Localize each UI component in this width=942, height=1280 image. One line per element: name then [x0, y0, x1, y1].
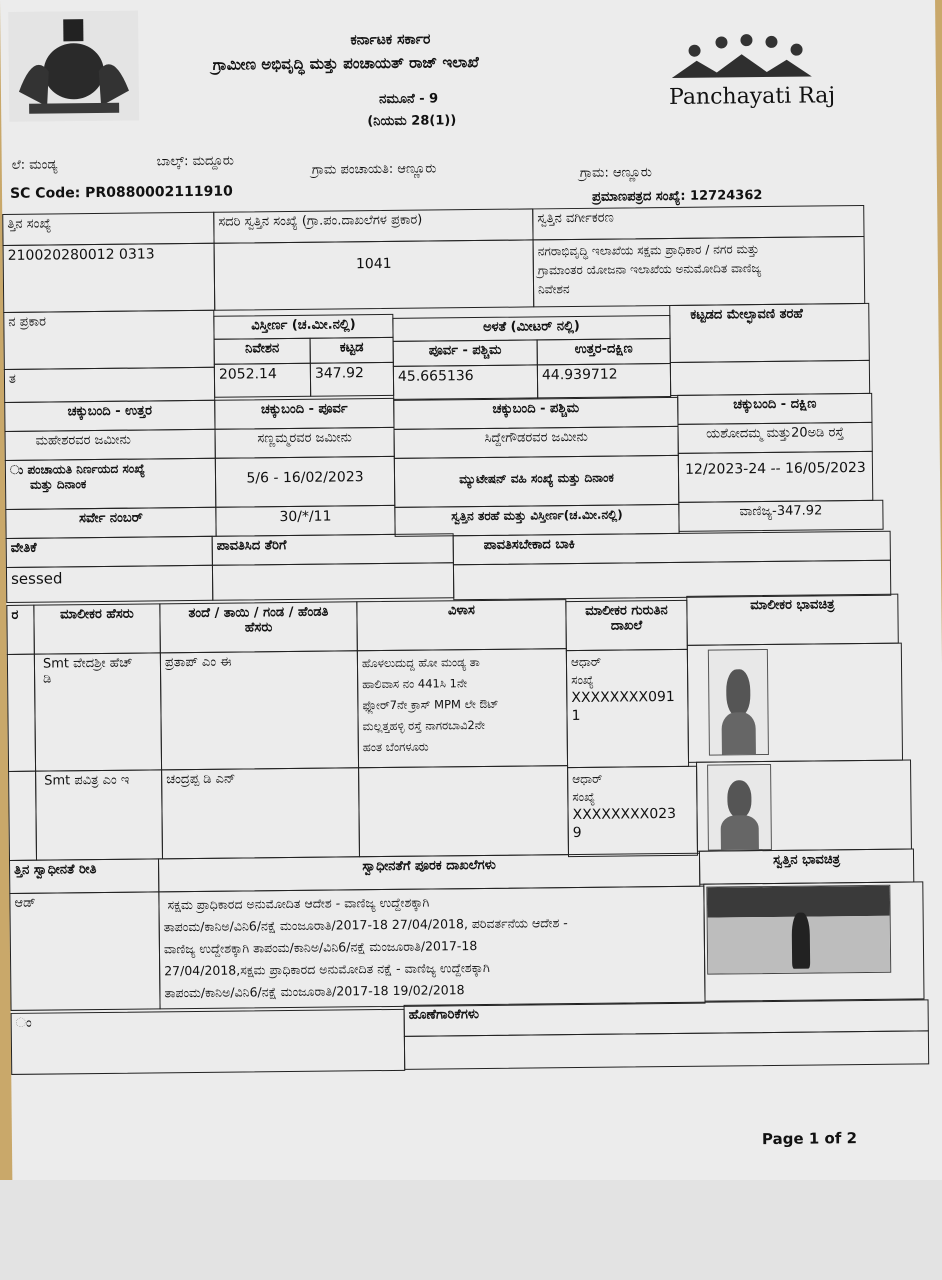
address-line: ಹಂತ ಬೆಂಗಳೂರು [362, 739, 429, 755]
owner-1-id [566, 649, 689, 768]
property-photo-cell [703, 881, 924, 1001]
liabilities-left: ಂ [11, 1009, 406, 1075]
property-type-area-value: ವಾಣಿಜ್ಯ-347.92 [678, 500, 883, 532]
owner-number-header: ರ [6, 605, 35, 655]
resolution-value: 5/6 - 16/02/2023 [215, 456, 396, 508]
possession-doc-line: ಸಕ್ಷಮ ಪ್ರಾಧಿಕಾರದ ಅನುಮೋದಿತ ಆದೇಶ - ವಾಣಿಜ್ಯ ಉದ್ದೇಶಕ್ಕಾಗಿ [167, 894, 430, 913]
resolution-label-line: ಮತ್ತು ದಿನಾಂಕ [30, 477, 87, 492]
mutation-label: ಮ್ಯುಟೇಷನ್ ವಹಿ ಸಂಖ್ಯೆ ಮತ್ತು ದಿನಾಂಕ [394, 455, 680, 508]
site-area-value: 2052.14 [214, 363, 311, 398]
owner-id-header [565, 600, 688, 651]
sc-code: SC Code: PR0880002111910 [9, 183, 233, 202]
taluk: ಬಾಲ್ಕ್: ಮದ್ದೂರು [156, 153, 234, 170]
area-header: ವಿಸ್ತೀರ್ಣ (ಚ.ಮೀ.ನಲ್ಲಿ) [213, 314, 393, 340]
id-line: ಸಂಖ್ಯೆ [572, 789, 596, 805]
classification-header: ಸ್ವತ್ತಿನ ವರ್ಗೀಕರಣ [532, 205, 864, 240]
owner-parent-header-line: ತಂದೆ / ತಾಯಿ / ಗಂಡ / ಹೆಂಡತಿ [188, 604, 329, 622]
property-type-header: ನ ಪ್ರಕಾರ [3, 310, 215, 370]
tax-paid-value [212, 562, 454, 601]
owner-1-name [34, 652, 162, 771]
owner-photo-header: ಮಾಲೀಕರ ಭಾವಚಿತ್ರ [686, 594, 899, 646]
owner-parent-header [159, 601, 358, 653]
owner-parent-header-line: ಹೆಸರು [244, 620, 273, 636]
dept-title: ಗ್ರಾಮೀಣ ಅಭಿವೃದ್ಧಿ ಮತ್ತು ಪಂಚಾಯತ್ ರಾಜ್ ಇಲಾಖೆ [212, 52, 479, 74]
karnataka-emblem [8, 11, 139, 122]
owner-1-name-line: ಡಿ [43, 671, 52, 687]
id-line: XXXXXXXX091 [571, 688, 675, 707]
gram-panchayat: ಗ್ರಾಮ ಪಂಚಾಯತಿ: ಆಣ್ಣೂರು [311, 161, 437, 178]
address-line: ಫ್ಲೋರ್7ನೇ ಕ್ರಾಸ್ MPM ಲೇ ಔಟ್ [362, 696, 499, 713]
liabilities-value [404, 1030, 929, 1069]
boundary-east-header: ಚಕ್ಕುಬಂದಿ - ಪೂರ್ವ [214, 398, 394, 430]
tax-assessed-value: sessed [6, 565, 213, 603]
property-number-value: 210020280012 0313 [3, 243, 216, 313]
owner-name-header: ಮಾಲೀಕರ ಹೆಸರು [33, 603, 161, 654]
district: ಲೆ: ಮಂಡ್ಯ [11, 157, 58, 173]
resolution-label-line: ು ಪಂಚಾಯತಿ ನಿರ್ಣಯದ ಸಂಖ್ಯೆ [9, 461, 146, 477]
id-line: ಆಧಾರ್ [570, 654, 602, 670]
address-line: ಹೊಳಲುದುದ್ದ ಹೋ ಮಂಡ್ಯ ತಾ [361, 655, 480, 671]
owner-2-name: Smt ಪವಿತ್ರ ಎಂ ಇ [35, 769, 163, 860]
tax-due-header: ಪಾವತಿಸಬೇಕಾದ ಬಾಕಿ [453, 531, 891, 566]
possession-docs [158, 886, 705, 1010]
boundary-east-value: ಸಣ್ಣಮ್ಮರವರ ಜಮೀನು [215, 427, 395, 459]
mutation-value: 12/2023-24 -- 16/05/2023 [678, 451, 874, 503]
owner-1-photo-cell [687, 643, 903, 763]
possession-doc-line: ತಾಪಂಮ/ಕಾನಿಅ/ವಿನಿ6/ನಕ್ಷೆ ಮಂಜೂರಾತಿ/2017-18 19/02/2018 [164, 982, 465, 1001]
north-south-header: ಉತ್ತರ-ದಕ್ಷಿಣ [537, 338, 671, 365]
possession-doc-line: ವಾಣಿಜ್ಯ ಉದ್ದೇಶಕ್ಕಾಗಿ ತಾಪಂಮ/ಕಾನಿಅ/ವಿನಿ6/ನಕ್ಷೆ ಮಂಜೂರಾತಿ/2017-18 [163, 938, 478, 957]
owner-2-parent: ಚಂದ್ರಪ್ಪ ಡಿ ಎನ್ [161, 767, 360, 859]
possession-docs-header: ಸ್ವಾಧೀನತೆಗೆ ಪೂರಕ ದಾಖಲೆಗಳು [158, 853, 700, 893]
roof-type-value [670, 360, 870, 396]
boundary-south-value: ಯಶೋದಮ್ಮ ಮತ್ತು20ಅಡಿ ರಸ್ತೆ [677, 422, 872, 454]
resolution-label [5, 458, 217, 510]
north-south-value: 44.939712 [537, 363, 671, 398]
boundary-north-value: ಮಹೇಶರವರ ಜಮೀನು [5, 429, 216, 461]
address-line: ಹಾಲಿವಾಸ ನಂ 441ಸಿ 1ನೇ [362, 676, 468, 692]
classification-value [533, 236, 866, 307]
boundary-north-header: ಚಕ್ಕುಬಂದಿ - ಉತ್ತರ [4, 400, 215, 432]
logo-text: Panchayati Raj [668, 83, 836, 110]
id-line: 9 [572, 824, 582, 842]
building-area-value: 347.92 [310, 362, 394, 397]
possession-type-value: ಆಡ್ [9, 891, 160, 1011]
survey-value: 30/*/11 [215, 505, 395, 537]
site-header: ನಿವೇಶನ [214, 338, 311, 365]
id-line: ಆಧಾರ್ [572, 771, 603, 787]
classification-line: ಗ್ರಾಮಾಂತರ ಯೋಜನಾ ಇಲಾಖೆಯ ಅನುಮೋದಿತ ವಾಣಿಜ್ಯ [537, 261, 762, 278]
village: ಗ್ರಾಮ: ಆಣ್ಣೂರು [579, 165, 652, 181]
govt-title: ಕರ್ನಾಟಕ ಸರ್ಕಾರ [350, 31, 431, 49]
address-line: ಮಲ್ಲತ್ತಹಳ್ಳಿ ರಸ್ತೆ ನಾಗರಬಾವಿ2ನೇ [362, 717, 486, 734]
rule-number: (ನಿಯಮ 28(1)) [367, 113, 457, 130]
id-line: 1 [571, 707, 581, 725]
id-line: XXXXXXXX023 [572, 805, 677, 824]
possession-label: ತ್ತಿನ ಸ್ವಾಧೀನತೆ ರೀತಿ [9, 858, 159, 894]
owner-id-header-line: ಮಾಲೀಕರ ಗುರುತಿನ [585, 603, 668, 619]
property-photo-header: ಸ್ವತ್ತಿನ ಭಾವಚಿತ್ರ [699, 848, 914, 884]
roof-type-header: ಕಟ್ಟಡದ ಮೇಲ್ಛಾವಣಿ ತರಹೆ [669, 303, 870, 363]
possession-doc-line: 27/04/2018,ಸಕ್ಷಮ ಪ್ರಾಧಿಕಾರದ ಅನುಮೋದಿತ ನಕ್ಷೆ - ವಾಣಿಜ್ಯ ಉದ್ದೇಶಕ್ಕಾಗಿ [164, 959, 490, 979]
panchayati-raj-logo-icon [666, 31, 817, 83]
property-type-value: ತ [4, 367, 215, 403]
owner-2-photo [707, 764, 772, 851]
east-west-value: 45.665136 [393, 364, 538, 400]
property-gp-number-header: ಸದರಿ ಸ್ವತ್ತಿನ ಸಂಖ್ಯೆ (ಗ್ರಾ.ಪಂ.ದಾಖಲೆಗಳ ಪ್ರಕಾರ) [213, 208, 533, 243]
property-type-area-label: ಸ್ವತ್ತಿನ ತರಹೆ ಮತ್ತು ವಿಸ್ತೀರ್ಣ(ಚ.ಮೀ.ನಲ್ಲಿ) [394, 504, 679, 537]
form-number: ನಮೂನೆ - 9 [378, 91, 439, 108]
survey-label: ಸರ್ವೇ ನಂಬರ್ [5, 507, 216, 539]
owner-address-header: ವಿಳಾಸ [356, 599, 567, 651]
classification-line: ನಿವೇಶನ [537, 282, 570, 297]
boundary-west-header: ಚಕ್ಕುಬಂದಿ - ಪಶ್ಚಿಮ [393, 397, 678, 430]
owner-1-address [357, 648, 568, 768]
owner-number-cell [8, 771, 37, 861]
owner-1-name-line: Smt ವೇದಶ್ರೀ ಹೆಚ್ [42, 655, 133, 672]
possession-doc-line: ತಾಪಂಮ/ಕಾನಿಅ/ವಿನಿ6/ನಕ್ಷೆ ಮಂಜೂರಾತಿ/2017-18 27/04/2018, ಪರಿವರ್ತನೆಯ ಆದೇಶ - [163, 915, 568, 935]
owner-id-header-line: ದಾಖಲೆ [610, 618, 643, 634]
owner-2-id [567, 766, 698, 857]
certificate-number: ಪ್ರಮಾಣಪತ್ರದ ಸಂಖ್ಯೆ: 12724362 [592, 188, 763, 205]
measurement-header: ಅಳತೆ (ಮೀಟರ್ ನಲ್ಲಿ) [392, 315, 670, 342]
boundary-west-value: ಸಿದ್ದೇಗೌಡರವರ ಜಮೀನು [394, 426, 679, 459]
tax-label: ವೇತಿಕೆ [6, 536, 213, 568]
east-west-header: ಪೂರ್ವ - ಪಶ್ಚಿಮ [393, 339, 538, 367]
property-number-header: ತ್ತಿನ ಸಂಖ್ಯೆ [2, 212, 214, 246]
owner-1-parent: ಪ್ರತಾಪ್ ಎಂ ಈ [160, 650, 359, 770]
building-header: ಕಟ್ಟಡ [310, 337, 394, 364]
next-page-edge [0, 1180, 942, 1280]
liabilities-header: ಹೊಣೆಗಾರಿಕೆಗಳು [404, 999, 929, 1036]
owner-2-address [358, 765, 569, 857]
owner-1-photo [708, 649, 769, 756]
page-number: Page 1 of 2 [761, 1129, 858, 1149]
owner-number-cell [7, 654, 36, 772]
property-gp-number-value: 1041 [214, 239, 535, 310]
tax-paid-header: ಪಾವತಿಸಿದ ತೆರಿಗೆ [212, 533, 454, 566]
id-line: ಸಂಖ್ಯೆ [571, 672, 594, 688]
owner-2-photo-cell [696, 760, 912, 852]
boundary-south-header: ಚಕ್ಕುಬಂದಿ - ದಕ್ಷಿಣ [677, 393, 872, 425]
property-photo [706, 885, 891, 975]
classification-line: ನಗರಾಭಿವೃದ್ಧಿ ಇಲಾಖೆಯ ಸಕ್ಷಮ ಪ್ರಾಧಿಕಾರ / ನಗರ ಮತ್ತು [537, 242, 760, 259]
